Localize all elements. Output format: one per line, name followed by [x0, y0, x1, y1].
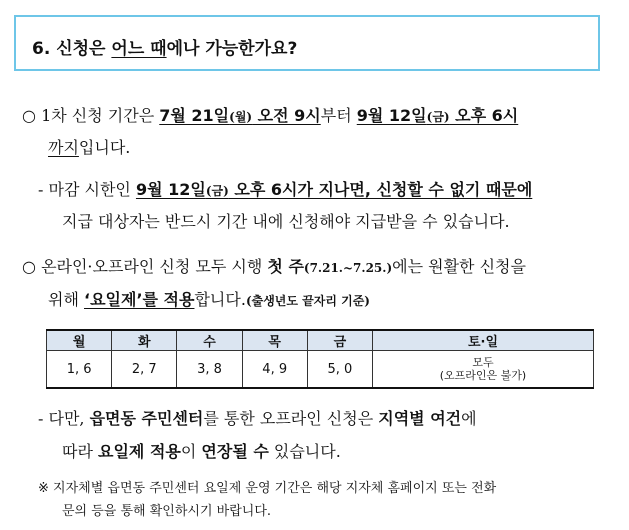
- text: 에는 원활한 신청을: [392, 257, 526, 276]
- bullet1-line1: [22, 106, 518, 127]
- text: 부터: [320, 106, 357, 125]
- text: 있습니다.: [268, 442, 341, 461]
- first-week: 첫 주: [267, 257, 304, 276]
- weekend-note: (오프라인은 불가): [439, 369, 527, 382]
- end-day: (금): [426, 110, 450, 124]
- bullet-marker: ○: [22, 257, 36, 276]
- end-time: 오후 6시: [449, 106, 519, 125]
- deadline-text: 오후 6시가 지나면, 신청할 수 없기 때문에: [228, 180, 533, 199]
- question-box: [14, 15, 600, 71]
- text: 에: [461, 409, 477, 428]
- question-prefix: 6. 신청은: [32, 39, 112, 59]
- dash-marker: -: [38, 409, 44, 428]
- text: 따라: [62, 442, 98, 461]
- text: 를 통한 오프라인 신청은: [203, 409, 379, 428]
- cell-fri: 5, 0: [307, 351, 372, 389]
- sub2-line1: [38, 409, 477, 429]
- birth-year-note: (출생년도 끝자리 기준): [245, 294, 370, 308]
- community-center: 읍면동 주민센터: [89, 409, 204, 428]
- text: 1차 신청 기간은: [41, 106, 160, 125]
- dash-marker: -: [38, 180, 44, 199]
- footnote-line1: [38, 480, 496, 498]
- text: 위해: [48, 290, 84, 309]
- bullet-marker: ○: [22, 106, 36, 125]
- start-time: 오전 9시: [252, 106, 321, 125]
- text: 마감 시한인: [48, 180, 136, 199]
- question-suffix: 에나 가능한가요?: [166, 39, 298, 59]
- footnote-line2: 문의 등을 통해 확인하시기 바랍니다.: [62, 504, 272, 519]
- question-underlined: 어느 때: [111, 39, 167, 59]
- first-week-dates: (7.21.~7.25.): [303, 261, 393, 275]
- text: 까지: [48, 138, 79, 157]
- sub2-line2: [62, 442, 341, 462]
- end-date: 9월 12일: [356, 106, 427, 125]
- header-thu: 목: [242, 330, 307, 351]
- weekday-schedule-table: [46, 329, 594, 389]
- header-fri: 금: [307, 330, 372, 351]
- cell-mon: 1, 6: [47, 351, 112, 389]
- text: 합니다.: [194, 290, 246, 309]
- weekday-rule-apply: 요일제 적용: [98, 442, 181, 461]
- sub1-line1: [38, 180, 532, 201]
- table-header-row: [47, 330, 594, 351]
- bullet1-line2: [48, 138, 130, 158]
- bullet2-line2: [48, 290, 370, 311]
- header-wed: 수: [177, 330, 242, 351]
- bullet2-line1: [22, 257, 526, 278]
- question-title: [32, 34, 297, 59]
- header-weekend: 토·일: [373, 330, 594, 351]
- header-mon: 월: [47, 330, 112, 351]
- start-day: (월): [229, 110, 253, 124]
- weekday-rule: ‘요일제’를 적용: [84, 290, 195, 309]
- sub1-line2: 지급 대상자는 반드시 기간 내에 신청해야 지급받을 수 있습니다.: [62, 212, 510, 231]
- cell-tue: 2, 7: [112, 351, 177, 389]
- text: 지자체별 읍면동 주민센터 요일제 운영 기간은 해당 지자체 홈페이지 또는 전화: [53, 481, 497, 496]
- may-extend: 연장될 수: [201, 442, 269, 461]
- deadline-date: 9월 12일: [135, 180, 206, 199]
- text: 온라인·오프라인 신청 모두 시행: [41, 257, 268, 276]
- weekend-all: 모두: [472, 356, 494, 369]
- cell-wed: 3, 8: [177, 351, 242, 389]
- table-row: [47, 351, 594, 389]
- text: 이: [180, 442, 202, 461]
- start-date: 7월 21일: [159, 106, 230, 125]
- text: 입니다.: [78, 138, 131, 157]
- cell-weekend: [373, 351, 594, 389]
- note-marker: ※: [38, 481, 49, 496]
- header-tue: 화: [112, 330, 177, 351]
- deadline-day: (금): [205, 184, 229, 198]
- text: 다만,: [48, 409, 90, 428]
- regional-conditions: 지역별 여건: [378, 409, 462, 428]
- cell-thu: 4, 9: [242, 351, 307, 389]
